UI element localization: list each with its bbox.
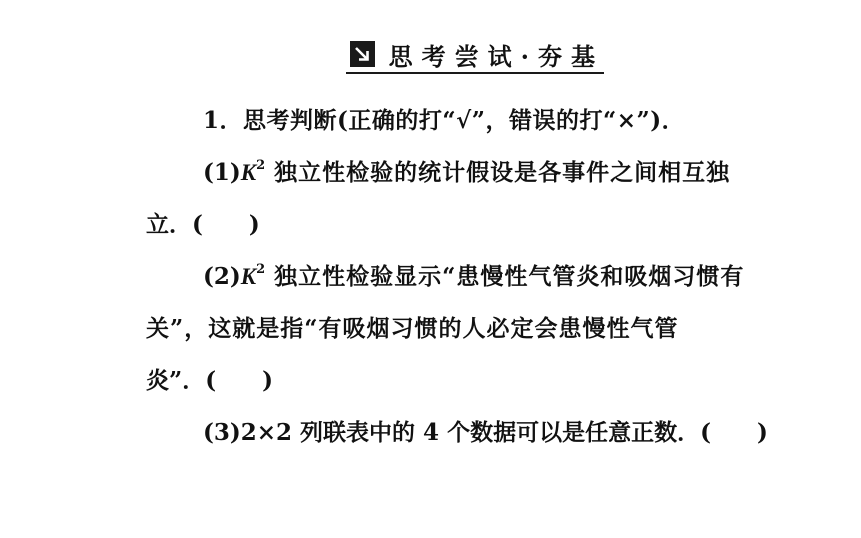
item-2-number: (2) — [203, 263, 241, 290]
question-body — [146, 95, 796, 459]
item-1-text: 独立性检验的统计假设是各事件之间相互独 — [265, 159, 731, 186]
section-title: 思考尝试·夯基 — [388, 41, 604, 71]
arrow-down-right-icon — [350, 41, 375, 67]
question-intro — [146, 95, 796, 147]
item-2-text-cont: 关”，这就是指“有吸烟习惯的人必定会患慢性气管 — [146, 315, 679, 342]
item-1-line-2 — [146, 199, 796, 251]
item-2-line-3 — [146, 355, 796, 407]
question-intro-text: 1．思考判断(正确的打“√”，错误的打“×”)． — [203, 107, 686, 134]
item-1-line-1 — [146, 147, 796, 199]
item-1-superscript: 2 — [256, 158, 266, 173]
item-2-superscript: 2 — [256, 262, 266, 277]
item-2-text-end: 炎”．( ) — [146, 367, 273, 394]
item-3-line-1 — [146, 407, 796, 459]
item-1-number: (1) — [203, 159, 241, 186]
item-3-text: (3)2×2 列联表中的 4 个数据可以是任意正数．( ) — [203, 419, 768, 446]
item-2-text: 独立性检验显示“患慢性气管炎和吸烟习惯有 — [265, 263, 745, 290]
item-1-text-cont: 立．( ) — [146, 211, 260, 238]
item-1-variable: K — [240, 160, 257, 185]
item-2-line-2 — [146, 303, 796, 355]
header-underline — [346, 72, 604, 74]
item-2-variable: K — [240, 264, 257, 289]
section-header — [346, 34, 604, 74]
item-2-line-1 — [146, 251, 796, 303]
